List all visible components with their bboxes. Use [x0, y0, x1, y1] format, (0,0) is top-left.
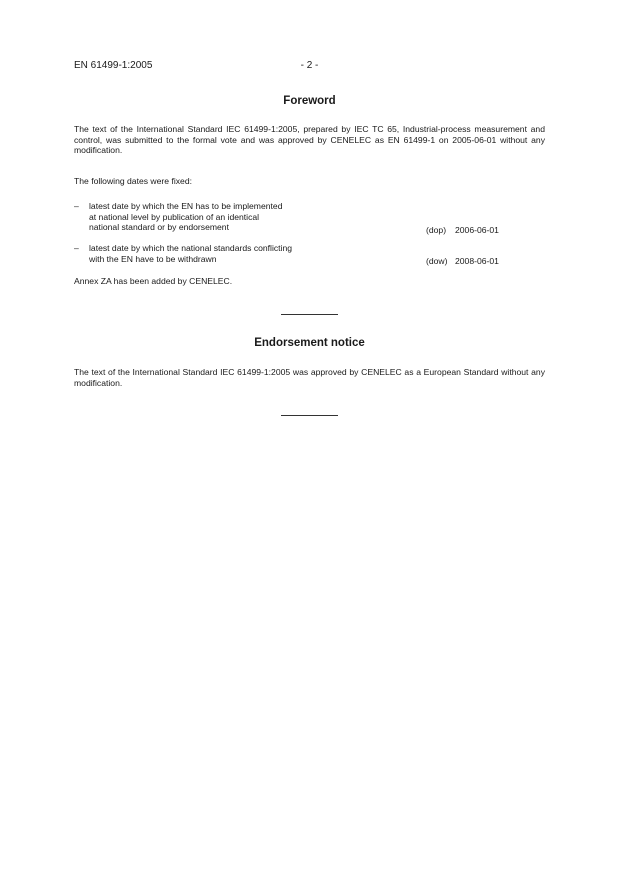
annex-note: Annex ZA has been added by CENELEC. [74, 276, 233, 286]
list-item-line: national standard or by endorsement [89, 222, 229, 233]
endorsement-heading: Endorsement notice [254, 337, 365, 349]
list-item-line: with the EN have to be withdrawn [89, 253, 217, 264]
dates-intro: The following dates were fixed: [74, 176, 192, 186]
list-item-line: latest date by which the EN has to be implemented [89, 201, 283, 211]
dop-code: (dop) [426, 225, 447, 235]
dow-code: (dow) [426, 256, 448, 266]
list-dash: – [74, 243, 79, 253]
list-item-line: at national level by publication of an identical [89, 211, 260, 222]
foreword-paragraph: The text of the International Standard IEC 61499-1:2005, prepared by IEC TC 65, Industrial-process measurement and control, was submitted to the formal vote and was approved by CENELEC as EN 61499-1 on 2005-06-01 without any modification. [74, 124, 545, 156]
document-id: EN 61499-1:2005 [74, 60, 153, 71]
section-divider [281, 415, 338, 416]
list-item-dop-text [89, 201, 282, 233]
list-item-dow-text [89, 243, 292, 264]
page-number: - 2 - [300, 60, 319, 71]
foreword-heading: Foreword [283, 95, 336, 107]
list-dash: – [74, 201, 79, 211]
list-item-line: latest date by which the national standards conflicting [89, 243, 293, 253]
dow-date: 2008-06-01 [455, 256, 499, 266]
section-divider [281, 314, 338, 315]
dop-date: 2006-06-01 [455, 225, 499, 235]
endorsement-paragraph: The text of the International Standard IEC 61499-1:2005 was approved by CENELEC as a European Standard without any modification. [74, 367, 545, 388]
